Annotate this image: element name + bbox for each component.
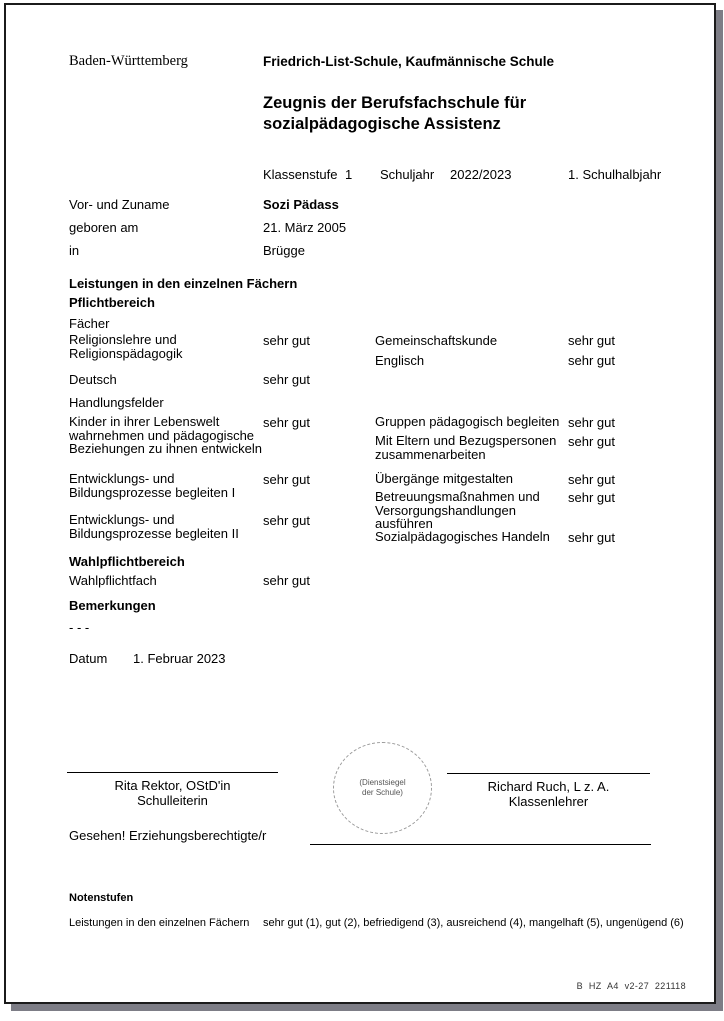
student-born-value: 21. März 2005	[263, 220, 347, 235]
subject-bildungsprozesse-1: Entwicklungs- und Bildungsprozesse begleiten I	[69, 471, 236, 500]
heading-leistungen: Leistungen in den einzelnen Fächern	[69, 276, 298, 291]
student-place-value: Brügge	[263, 243, 305, 258]
subject-deutsch: Deutsch	[69, 372, 117, 387]
grade-wahlpflichtfach: sehr gut	[263, 573, 310, 588]
grade-bildungsprozesse-2: sehr gut	[263, 513, 310, 528]
subject-gruppen-begleiten: Gruppen pädagogisch begleiten	[375, 414, 560, 429]
school-seal	[333, 742, 432, 834]
signature-right-name: Richard Ruch, L z. A.	[487, 779, 610, 794]
signature-right-role: Klassenlehrer	[508, 794, 589, 809]
datum-label: Datum	[69, 651, 108, 666]
guardian-note: Gesehen! Erziehungsberechtigte/r	[69, 828, 267, 843]
state-name: Baden-Württemberg	[69, 53, 188, 69]
guardian-signature-line	[310, 844, 651, 845]
heading-wahlpflichtbereich: Wahlpflichtbereich	[69, 554, 185, 569]
notenstufen-label: Leistungen in den einzelnen Fächern	[69, 917, 250, 929]
grade-eltern-bezugspersonen: sehr gut	[568, 434, 615, 449]
subject-bildungsprozesse-2: Entwicklungs- und Bildungsprozesse begleiten II	[69, 512, 239, 541]
heading-bemerkungen: Bemerkungen	[69, 598, 156, 613]
datum-value: 1. Februar 2023	[133, 651, 226, 666]
subject-religionslehre: Religionslehre und Religionspädagogik	[69, 332, 183, 361]
subject-sozialpaedagogisches-handeln: Sozialpädagogisches Handeln	[375, 529, 550, 544]
grade-kinder-lebenswelt: sehr gut	[263, 415, 310, 430]
grade-englisch: sehr gut	[568, 353, 615, 368]
student-born-label: geboren am	[69, 220, 139, 235]
student-place-label: in	[69, 243, 80, 258]
heading-pflichtbereich: Pflichtbereich	[69, 295, 155, 310]
grade-gruppen-begleiten: sehr gut	[568, 415, 615, 430]
schulhalbjahr-value: 1. Schulhalbjahr	[568, 167, 662, 182]
form-code: B HZ A4 v2-27 221118	[576, 981, 686, 991]
school-name: Friedrich-List-Schule, Kaufmännische Schule	[263, 54, 555, 69]
grade-gemeinschaftskunde: sehr gut	[568, 333, 615, 348]
heading-faecher: Fächer	[69, 316, 110, 331]
document-title	[263, 93, 526, 135]
grade-bildungsprozesse-1: sehr gut	[263, 472, 310, 487]
subject-englisch: Englisch	[375, 353, 425, 368]
subject-kinder-lebenswelt: Kinder in ihrer Lebenswelt wahrnehmen und pädagogische Beziehungen zu ihnen entwickeln	[69, 414, 262, 456]
title-line-2: sozialpädagogische Assistenz	[263, 115, 501, 133]
grade-religionslehre: sehr gut	[263, 333, 310, 348]
grade-sozialpaedagogisches-handeln: sehr gut	[568, 530, 615, 545]
signature-left-role: Schulleiterin	[137, 793, 208, 808]
signature-right	[447, 779, 650, 809]
signature-line-left	[67, 772, 278, 773]
student-name-label: Vor- und Zuname	[69, 197, 170, 212]
signature-left-name: Rita Rektor, OStD'in	[114, 778, 231, 793]
klassenstufe-value: 1	[345, 167, 353, 182]
heading-handlungsfelder: Handlungsfelder	[69, 395, 164, 410]
grade-deutsch: sehr gut	[263, 372, 310, 387]
schuljahr-value: 2022/2023	[450, 167, 512, 182]
signature-left	[67, 778, 278, 808]
klassenstufe-label: Klassenstufe	[263, 167, 338, 182]
student-name-value: Sozi Pädass	[263, 197, 339, 212]
signature-line-right	[447, 773, 650, 774]
bemerkungen-value: - - -	[69, 620, 90, 635]
seal-text-line-1: (Dienstsiegel	[359, 778, 406, 787]
subject-wahlpflichtfach: Wahlpflichtfach	[69, 573, 157, 588]
subject-betreuungsmassnahmen: Betreuungsmaßnahmen und Versorgungshandlungen ausführen	[375, 489, 540, 531]
grade-uebergaenge: sehr gut	[568, 472, 615, 487]
subject-eltern-bezugspersonen: Mit Eltern und Bezugspersonen zusammenarbeiten	[375, 433, 557, 462]
notenstufen-scale: sehr gut (1), gut (2), befriedigend (3), ausreichend (4), mangelhaft (5), ungenügend (6)	[263, 917, 684, 929]
title-line-1: Zeugnis der Berufsfachschule für	[263, 94, 527, 112]
grade-betreuungsmassnahmen: sehr gut	[568, 490, 615, 505]
subject-gemeinschaftskunde: Gemeinschaftskunde	[375, 333, 498, 348]
heading-notenstufen: Notenstufen	[69, 892, 134, 904]
certificate-page	[4, 3, 716, 1004]
seal-text-line-2: der Schule)	[362, 788, 403, 797]
schuljahr-label: Schuljahr	[380, 167, 435, 182]
subject-uebergaenge: Übergänge mitgestalten	[375, 471, 514, 486]
